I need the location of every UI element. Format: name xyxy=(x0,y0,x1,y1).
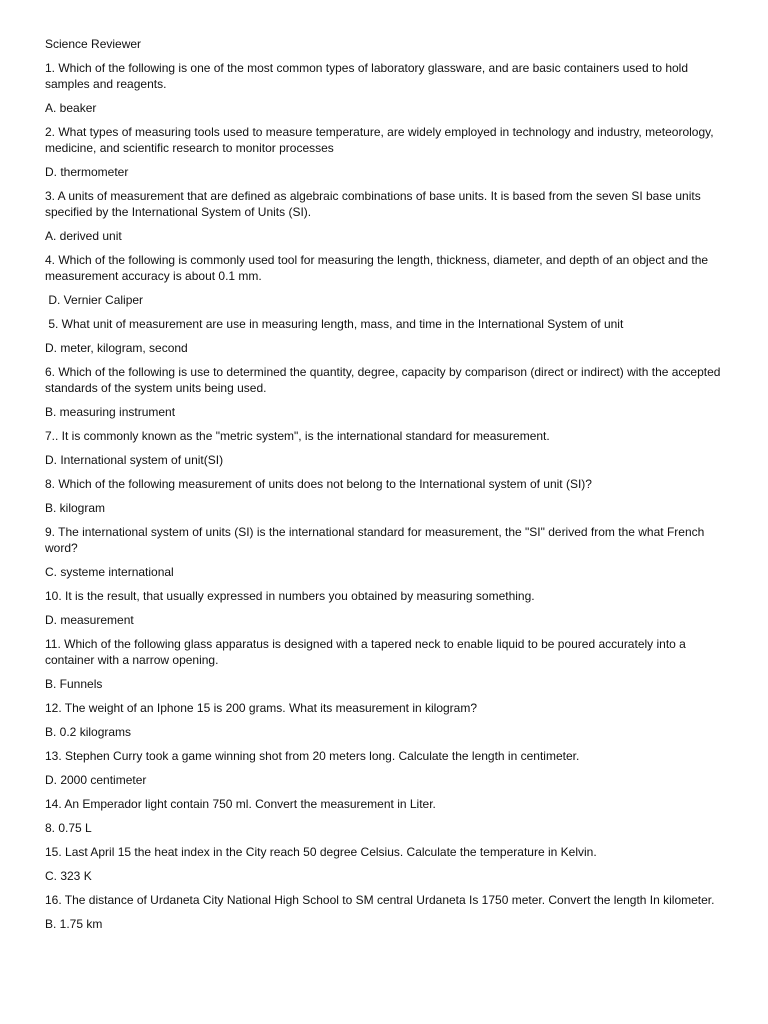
answer-text: B. Funnels xyxy=(45,677,103,691)
answer-text: B. measuring instrument xyxy=(45,405,176,419)
answer-text: D. meter, kilogram, second xyxy=(45,341,188,355)
answer-text: D. Vernier Caliper xyxy=(45,293,144,307)
answer-text: C. systeme international xyxy=(45,565,174,579)
question-text: 11. Which of the following glass apparatus is designed with a tapered neck to enable liquid to be poured accurately into a container with a narrow opening. xyxy=(45,637,690,667)
question-text: 15. Last April 15 the heat index in the City reach 50 degree Celsius. Calculate the temperature in Kelvin. xyxy=(45,845,597,859)
answer-text: D. 2000 centimeter xyxy=(45,773,147,787)
question-item-1 xyxy=(45,60,735,116)
question-text: 16. The distance of Urdaneta City National High School to SM central Urdaneta Is 1750 meter. Convert the length In kilometer. xyxy=(45,893,715,907)
question-text: 10. It is the result, that usually expressed in numbers you obtained by measuring something. xyxy=(45,589,535,603)
document-page xyxy=(45,36,735,940)
question-item-2 xyxy=(45,124,735,180)
question-text: 13. Stephen Curry took a game winning shot from 20 meters long. Calculate the length in centimeter. xyxy=(45,749,580,763)
answer-text: D. International system of unit(SI) xyxy=(45,453,224,467)
question-item-7 xyxy=(45,428,735,468)
answer-text: D. thermometer xyxy=(45,165,129,179)
question-text: 14. An Emperador light contain 750 ml. Convert the measurement in Liter. xyxy=(45,797,436,811)
question-item-5 xyxy=(45,316,735,356)
answer-text: B. 1.75 km xyxy=(45,917,103,931)
question-item-9 xyxy=(45,524,735,580)
question-item-12 xyxy=(45,700,735,740)
question-item-6 xyxy=(45,364,735,420)
document-title: Science Reviewer xyxy=(45,37,142,51)
question-item-14 xyxy=(45,796,735,836)
question-item-13 xyxy=(45,748,735,788)
question-text: 9. The international system of units (SI) is the international standard for measurement, the "SI" derived from the what French word? xyxy=(45,525,708,555)
question-item-4 xyxy=(45,252,735,308)
question-text: 1. Which of the following is one of the most common types of laboratory glassware, and are basic containers used to hold samples and reagents. xyxy=(45,61,692,91)
question-text: 5. What unit of measurement are use in measuring length, mass, and time in the International System of unit xyxy=(45,317,624,331)
question-text: 2. What types of measuring tools used to measure temperature, are widely employed in technology and industry, meteorology, medicine, and scientific research to monitor processes xyxy=(45,125,717,155)
answer-text: C. 323 K xyxy=(45,869,92,883)
question-text: 6. Which of the following is use to determined the quantity, degree, capacity by comparison (direct or indirect) with the accepted standards of the system units being used. xyxy=(45,365,724,395)
question-item-8 xyxy=(45,476,735,516)
question-text: 4. Which of the following is commonly used tool for measuring the length, thickness, diameter, and depth of an object and the measurement accuracy is about 0.1 mm. xyxy=(45,253,712,283)
answer-text: B. 0.2 kilograms xyxy=(45,725,132,739)
answer-text: B. kilogram xyxy=(45,501,106,515)
question-item-3 xyxy=(45,188,735,244)
answer-text: A. beaker xyxy=(45,101,97,115)
answer-text: 8. 0.75 L xyxy=(45,821,92,835)
question-text: 8. Which of the following measurement of units does not belong to the International system of unit (SI)? xyxy=(45,477,592,491)
answer-text: A. derived unit xyxy=(45,229,122,243)
question-text: 3. A units of measurement that are defined as algebraic combinations of base units. It is based from the seven SI base units specified by the International System of Units (SI). xyxy=(45,189,705,219)
question-text: 7.. It is commonly known as the "metric system", is the international standard for measurement. xyxy=(45,429,550,443)
question-item-16 xyxy=(45,892,735,932)
answer-text: D. measurement xyxy=(45,613,134,627)
question-text: 12. The weight of an Iphone 15 is 200 grams. What its measurement in kilogram? xyxy=(45,701,478,715)
question-item-11 xyxy=(45,636,735,692)
question-item-15 xyxy=(45,844,735,884)
question-item-10 xyxy=(45,588,735,628)
